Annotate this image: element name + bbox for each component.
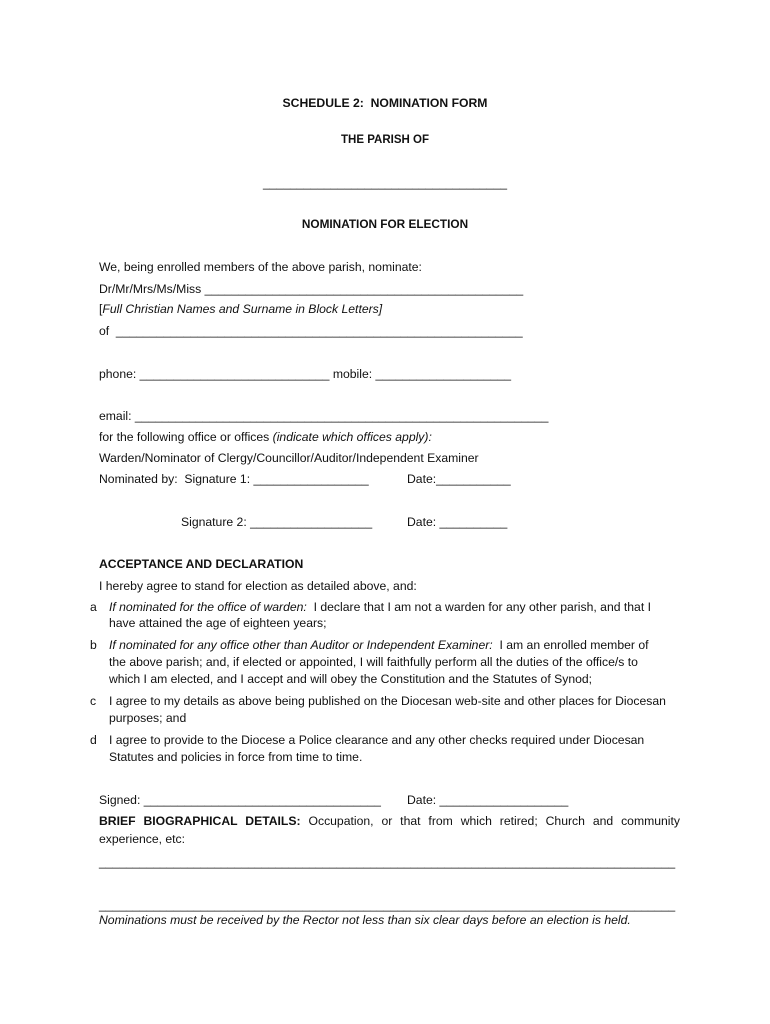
offices-list[interactable]: Warden/Nominator of Clergy/Councillor/Auditor/Independent Examiner — [99, 451, 479, 465]
parish-name-field[interactable]: ____________________________________ — [262, 176, 507, 190]
item-b-letter: b — [90, 638, 97, 652]
bio-line1 — [99, 814, 680, 829]
item-b-condition: If nominated for any office other than Auditor or Independent Examiner: — [109, 638, 493, 652]
item-b-line3: which I am elected, and I accept and will obey the Constitution and the Statutes of Synod; — [109, 672, 593, 686]
hint-bracket: [ — [99, 302, 103, 316]
date-1-field[interactable]: Date:___________ — [407, 472, 511, 486]
signature-2-field[interactable]: Signature 2: __________________ — [181, 515, 373, 529]
offices-text: for the following office or offices — [99, 430, 273, 444]
address-field[interactable]: of ____________________________________________________________ — [99, 324, 523, 338]
offices-hint: (indicate which offices apply): — [272, 430, 432, 444]
signature-1-field[interactable]: Nominated by: Signature 1: _________________ — [99, 472, 369, 486]
item-a-letter: a — [90, 600, 97, 614]
item-b-line2: the above parish; and, if elected or appointed, I will faithfully perform all the duties of the office/s to — [109, 655, 638, 669]
acceptance-heading: ACCEPTANCE AND DECLARATION — [99, 557, 304, 571]
form-title: SCHEDULE 2: NOMINATION FORM — [282, 96, 488, 110]
nomination-intro: We, being enrolled members of the above parish, nominate: — [99, 260, 422, 274]
item-d-line1: I agree to provide to the Diocese a Police clearance and any other checks required under Diocesan — [109, 733, 645, 747]
bio-line2: experience, etc: — [99, 832, 186, 846]
item-b-text: I am an enrolled member of — [492, 638, 649, 652]
item-a-line2: have attained the age of eighteen years; — [109, 616, 327, 630]
item-a-line1 — [109, 600, 651, 615]
hint-text: Full Christian Names and Surname in Block Letters] — [102, 302, 383, 316]
item-d-letter: d — [90, 733, 97, 747]
phone-mobile-field[interactable]: phone: ____________________________ mobile: ____________________ — [99, 367, 512, 381]
footer-note: Nominations must be received by the Rector not less than six clear days before an election is held. — [99, 913, 631, 927]
nomination-heading: NOMINATION FOR ELECTION — [301, 217, 469, 231]
signed-date-field[interactable]: Date: ___________________ — [407, 793, 569, 807]
parish-of-label: THE PARISH OF — [341, 134, 429, 146]
bio-field-2[interactable]: _____________________________________________________________________________________ — [99, 898, 676, 912]
signed-field[interactable]: Signed: ___________________________________ — [99, 793, 381, 807]
bio-label: BRIEF BIOGRAPHICAL DETAILS: — [99, 814, 301, 828]
item-c-line1: I agree to my details as above being published on the Diocesan web-site and other places for Diocesan — [109, 694, 666, 708]
item-c-line2: purposes; and — [109, 711, 187, 725]
date-2-field[interactable]: Date: __________ — [407, 515, 508, 529]
nominee-name-field[interactable]: Dr/Mr/Mrs/Ms/Miss _______________________________________________ — [99, 282, 524, 296]
nominee-name-hint — [99, 302, 382, 317]
item-a-text: I declare that I am not a warden for any other parish, and that I — [306, 600, 651, 614]
offices-instruction — [99, 430, 432, 445]
acceptance-intro: I hereby agree to stand for election as detailed above, and: — [99, 579, 417, 593]
bio-text: Occupation, or that from which retired; Church and community — [300, 814, 680, 828]
item-d-line2: Statutes and policies in force from time to time. — [109, 750, 363, 764]
item-b-line1 — [109, 638, 649, 653]
bio-field-1[interactable]: _____________________________________________________________________________________ — [99, 855, 676, 869]
email-field[interactable]: email: _____________________________________________________________ — [99, 409, 549, 423]
item-a-condition: If nominated for the office of warden: — [109, 600, 307, 614]
item-c-letter: c — [90, 694, 97, 708]
